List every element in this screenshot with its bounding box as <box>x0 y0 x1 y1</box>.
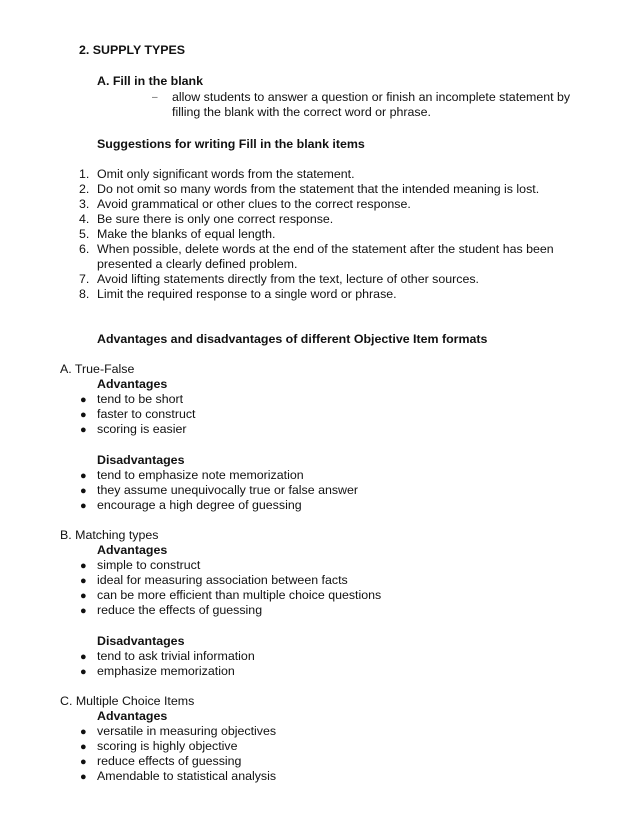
list-item: Amendable to statistical analysis <box>97 769 277 783</box>
bullet-icon: ● <box>80 771 87 783</box>
advantages-label: Advantages <box>97 543 168 557</box>
bullet-icon: ● <box>80 575 87 587</box>
bullet-icon: ● <box>80 500 87 512</box>
list-item: Limit the required response to a single word or phrase. <box>97 287 397 301</box>
list-item-number: 5. <box>79 227 90 241</box>
bullet-icon: ● <box>80 394 87 406</box>
list-item: scoring is easier <box>97 422 187 436</box>
list-item-number: 8. <box>79 287 90 301</box>
list-item-number: 7. <box>79 272 90 286</box>
bullet-icon: ● <box>80 485 87 497</box>
list-item: Omit only significant words from the statement. <box>97 167 355 181</box>
list-item: Do not omit so many words from the statement that the intended meaning is lost. <box>97 182 540 196</box>
list-item-number: 2. <box>79 182 90 196</box>
bullet-icon: ● <box>80 756 87 768</box>
bullet-icon: ● <box>80 590 87 602</box>
list-item: Avoid lifting statements directly from the text, lecture of other sources. <box>97 272 479 286</box>
bullet-icon: ● <box>80 741 87 753</box>
disadvantages-label: Disadvantages <box>97 453 185 467</box>
advantages-heading: Advantages and disadvantages of different Objective Item formats <box>97 332 488 346</box>
list-item: simple to construct <box>97 558 201 572</box>
list-item: versatile in measuring objectives <box>97 724 277 738</box>
bullet-icon: ● <box>80 470 87 482</box>
disadvantages-label: Disadvantages <box>97 634 185 648</box>
list-item: encourage a high degree of guessing <box>97 498 302 512</box>
list-item: emphasize memorization <box>97 664 235 678</box>
list-item: ideal for measuring association between facts <box>97 573 348 587</box>
advantages-label: Advantages <box>97 709 168 723</box>
list-item-number: 4. <box>79 212 90 226</box>
bullet-icon: ● <box>80 726 87 738</box>
format-label-true-false: A. True-False <box>60 362 135 376</box>
list-item: When possible, delete words at the end of the statement after the student has been presented a clearly defined problem. <box>97 242 554 271</box>
fill-heading: A. Fill in the blank <box>97 74 204 88</box>
bullet-icon: ● <box>80 651 87 663</box>
list-item: tend to be short <box>97 392 184 406</box>
list-item: reduce effects of guessing <box>97 754 242 768</box>
suggestions-heading: Suggestions for writing Fill in the blank items <box>97 137 365 151</box>
format-label-matching: B. Matching types <box>60 528 159 542</box>
advantages-label: Advantages <box>97 377 168 391</box>
list-item-number: 1. <box>79 167 90 181</box>
list-item: scoring is highly objective <box>97 739 238 753</box>
format-label-multiple-choice: C. Multiple Choice Items <box>60 694 195 708</box>
list-item: tend to emphasize note memorization <box>97 468 304 482</box>
list-item: can be more efficient than multiple choice questions <box>97 588 382 602</box>
bullet-icon: ● <box>80 666 87 678</box>
list-item: Make the blanks of equal length. <box>97 227 276 241</box>
bullet-icon: ● <box>80 424 87 436</box>
list-item: faster to construct <box>97 407 196 421</box>
list-item: reduce the effects of guessing <box>97 603 263 617</box>
list-item: tend to ask trivial information <box>97 649 255 663</box>
bullet-icon: ● <box>80 409 87 421</box>
list-item: they assume unequivocally true or false answer <box>97 483 359 497</box>
fill-definition: allow students to answer a question or finish an incomplete statement by filling the blank with the correct word or phrase. <box>172 90 571 119</box>
list-item-number: 3. <box>79 197 90 211</box>
bullet-icon: ● <box>80 560 87 572</box>
dash-marker: – <box>152 92 158 103</box>
list-item-number: 6. <box>79 242 90 256</box>
list-item: Be sure there is only one correct response. <box>97 212 334 226</box>
section-heading: 2. SUPPLY TYPES <box>79 43 186 57</box>
list-item: Avoid grammatical or other clues to the correct response. <box>97 197 411 211</box>
bullet-icon: ● <box>80 605 87 617</box>
